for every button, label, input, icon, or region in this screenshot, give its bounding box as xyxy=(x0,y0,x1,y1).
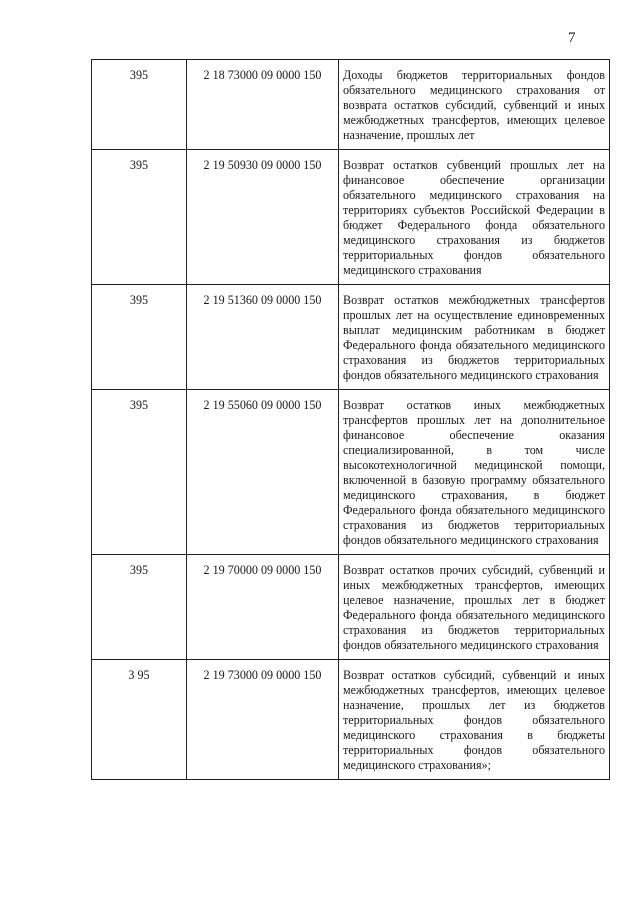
table-row xyxy=(92,660,610,780)
table-row xyxy=(92,390,610,555)
description-cell: Возврат остатков субсидий, субвенций и иных межбюджетных трансфертов, имеющих целевое назначение, прошлых лет из бюджетов территориальных фондов обязательного медицинского страхования в бюджеты территориальных фондов обязательного медицинского страхования»; xyxy=(339,660,610,780)
classification-code-cell: 2 19 70000 09 0000 150 xyxy=(187,555,339,660)
description-cell: Доходы бюджетов территориальных фондов обязательного медицинского страхования от возврата остатков субсидий, субвенций и иных межбюджетных трансфертов, имеющих целевое назначение, прошлых лет xyxy=(339,60,610,150)
classification-code-cell: 2 19 73000 09 0000 150 xyxy=(187,660,339,780)
classification-code-cell: 2 19 51360 09 0000 150 xyxy=(187,285,339,390)
description-cell: Возврат остатков прочих субсидий, субвенций и иных межбюджетных трансфертов, имеющих целевое назначение, прошлых лет в бюджет Федерального фонда обязательного медицинского страхования из бюджетов территориальных фондов обязательного медицинского страхования xyxy=(339,555,610,660)
page-number: 7 xyxy=(568,30,576,46)
budget-classification-table xyxy=(91,59,610,780)
admin-code-cell: 395 xyxy=(92,390,187,555)
admin-code-cell: 395 xyxy=(92,150,187,285)
classification-code-cell: 2 19 55060 09 0000 150 xyxy=(187,390,339,555)
table-row xyxy=(92,555,610,660)
table-row xyxy=(92,150,610,285)
table-row xyxy=(92,60,610,150)
admin-code-cell: 395 xyxy=(92,555,187,660)
description-cell: Возврат остатков иных межбюджетных трансфертов прошлых лет на дополнительное финансовое обеспечение оказания специализированной, в том числе высокотехнологичной медицинской помощи, включенной в базовую программу обязательного медицинского страхования, в бюджет Федерального фонда обязательного медицинского страхования из бюджетов территориальных фондов обязательного медицинского страхования xyxy=(339,390,610,555)
admin-code-cell: 395 xyxy=(92,285,187,390)
classification-code-cell: 2 19 50930 09 0000 150 xyxy=(187,150,339,285)
admin-code-cell: 3 95 xyxy=(92,660,187,780)
table-row xyxy=(92,285,610,390)
description-cell: Возврат остатков межбюджетных трансфертов прошлых лет на осуществление единовременных выплат медицинским работникам в бюджет Федерального фонда обязательного медицинского страхования из бюджетов территориальных фондов обязательного медицинского страхования xyxy=(339,285,610,390)
classification-code-cell: 2 18 73000 09 0000 150 xyxy=(187,60,339,150)
admin-code-cell: 395 xyxy=(92,60,187,150)
description-cell: Возврат остатков субвенций прошлых лет на финансовое обеспечение организации обязательного медицинского страхования на территориях субъектов Российской Федерации в бюджет Федерального фонда обязательного медицинского страхования из бюджетов территориальных фондов обязательного медицинского страхования xyxy=(339,150,610,285)
